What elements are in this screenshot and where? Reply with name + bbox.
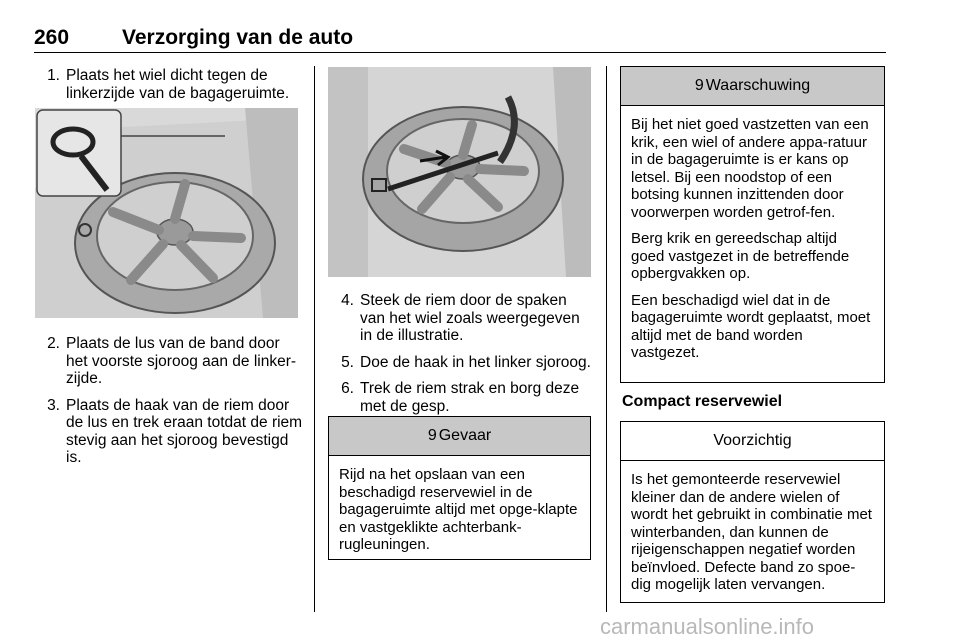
section-heading: Compact reservewiel [622, 393, 783, 410]
column-1-step1 [34, 67, 304, 111]
illustration-wheel-placement [35, 108, 298, 318]
warning-triangle-icon: 9 [427, 427, 437, 444]
illustration-strap-through-spokes [328, 67, 591, 277]
watermark: carmanualsonline.info [600, 614, 815, 639]
step-3: 3. Plaats de haak van de riem door de lus en trek eraan totdat de riem stevig aan het sjoroog bevestigd is. [47, 396, 303, 466]
danger-box-body: Rijd na het opslaan van een beschadigd reservewiel in de bagageruimte altijd met opge-klapte en vastgeklikte achterbank-rugleuningen. [339, 466, 578, 553]
warning-triangle-icon: 9 [694, 77, 704, 94]
step-6: 6. Trek de riem strak en borg deze met de gesp. [341, 380, 580, 415]
column-divider-2 [606, 66, 607, 612]
column-2-steps [328, 292, 594, 424]
column-1-steps [34, 335, 304, 476]
warning-box-body: Bij het niet goed vastzetten van een krik, een wiel of andere appa-ratuur in de bagageruimte is er kans op letsel. Bij een noodstop of een botsing kunnen inzittenden door voorwerpen worden getrof-fen. Berg krik en gereedschap altijd goed vastgezet in de betreffende opbergvakken op. Een beschadigd wiel dat in de bagageruimte wordt geplaatst, moet altijd met de band worden vastgezet. [631, 116, 871, 361]
warning-title: Waarschuwing [705, 77, 811, 94]
caution-box-header [621, 422, 884, 461]
page-title: Verzorging van de auto [122, 26, 354, 49]
warning-box-header [621, 67, 884, 106]
page-header [34, 26, 886, 53]
danger-title: Gevaar [438, 427, 492, 444]
step-2: 2. Plaats de lus van de band door het voorste sjoroog aan de linker-zijde. [47, 335, 297, 387]
step-4: 4. Steek de riem door de spaken van het wiel zoals weergegeven in de illustratie. [341, 292, 580, 344]
danger-box-header [329, 417, 590, 456]
warning-box [620, 66, 885, 383]
step-1: 1. Plaats het wiel dicht tegen de linkerzijde van de bagageruimte. [47, 67, 290, 102]
caution-box-body: Is het gemonteerde reservewiel kleiner dan de andere wielen of wordt het gebruikt in combinatie met winterbanden, dan kunnen de rijeigenschappen negatief worden beïnvloed. Defecte band zo spoe-dig mogelijk laten vervangen. [631, 471, 872, 593]
caution-box [620, 421, 885, 603]
page-number: 260 [34, 26, 70, 49]
step-5: 5. Doe de haak in het linker sjoroog. [341, 353, 591, 371]
column-divider-1 [314, 66, 315, 612]
danger-box [328, 416, 591, 560]
caution-title: Voorzichtig [713, 432, 792, 449]
